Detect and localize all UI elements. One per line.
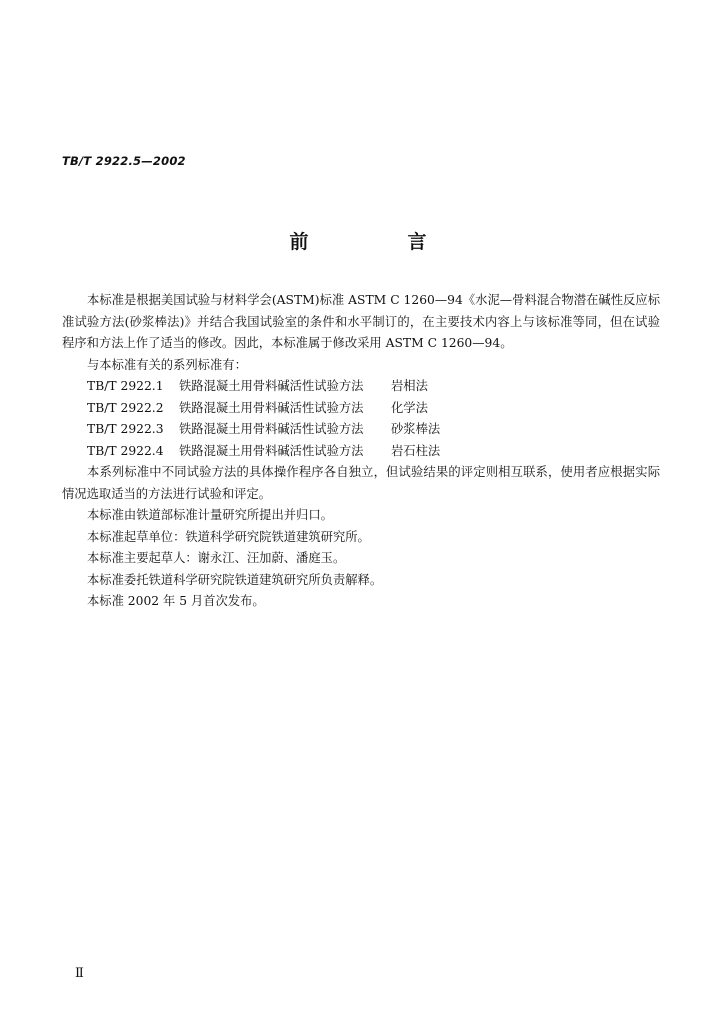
paragraph-basis: 本标准是根据美国试验与材料学会(ASTM)标准 ASTM C 1260—94《水泥—骨料混合物潜在碱性反应标准试验方法(砂浆棒法)》并结合我国试验室的条件和水平制订的，在主要技术内容上与该标准等同，但在试验程序和方法上作了适当的修改。因此，本标准属于修改采用 ASTM C 1260—94。 [62, 293, 660, 350]
paragraph-drafting-unit: 本标准起草单位：铁道科学研究院铁道建筑研究所。 [87, 529, 370, 544]
document-code: TB/T 2922.5—2002 [62, 154, 186, 168]
series-item [62, 419, 660, 441]
page-title: 前 言 [289, 231, 467, 253]
series-method: 岩相法 [391, 379, 428, 393]
series-method: 化学法 [391, 400, 428, 415]
series-method: 砂浆棒法 [391, 422, 441, 436]
series-item [62, 441, 660, 463]
series-method: 岩石柱法 [391, 443, 441, 458]
series-name: 铁路混凝土用骨料碱活性试验方法 [179, 400, 364, 415]
paragraph-usage: 本系列标准中不同试验方法的具体操作程序各自独立，但试验结果的评定则相互联系，使用者应根据实际情况选取适当的方法进行试验和评定。 [62, 465, 660, 501]
series-name: 铁路混凝土用骨料碱活性试验方法 [179, 379, 364, 393]
paragraph-interpretation: 本标准委托铁道科学研究院铁道建筑研究所负责解释。 [87, 572, 383, 587]
series-code: TB/T 2922.2 [87, 400, 164, 415]
page-number: Ⅱ [75, 966, 84, 981]
paragraph-release: 本标准 2002 年 5 月首次发布。 [87, 594, 265, 608]
series-name: 铁路混凝土用骨料碱活性试验方法 [179, 443, 364, 458]
series-intro: 与本标准有关的系列标准有： [87, 357, 247, 372]
paragraph-proposer: 本标准由铁道部标准计量研究所提出并归口。 [87, 508, 333, 522]
series-code: TB/T 2922.1 [87, 379, 164, 393]
series-code: TB/T 2922.3 [87, 422, 164, 436]
series-item [62, 398, 660, 420]
series-item [62, 376, 660, 398]
series-name: 铁路混凝土用骨料碱活性试验方法 [179, 422, 364, 436]
paragraph-drafters: 本标准主要起草人：谢永江、汪加蔚、潘庭玉。 [87, 551, 346, 565]
foreword-body [62, 290, 660, 613]
series-code: TB/T 2922.4 [87, 443, 164, 458]
